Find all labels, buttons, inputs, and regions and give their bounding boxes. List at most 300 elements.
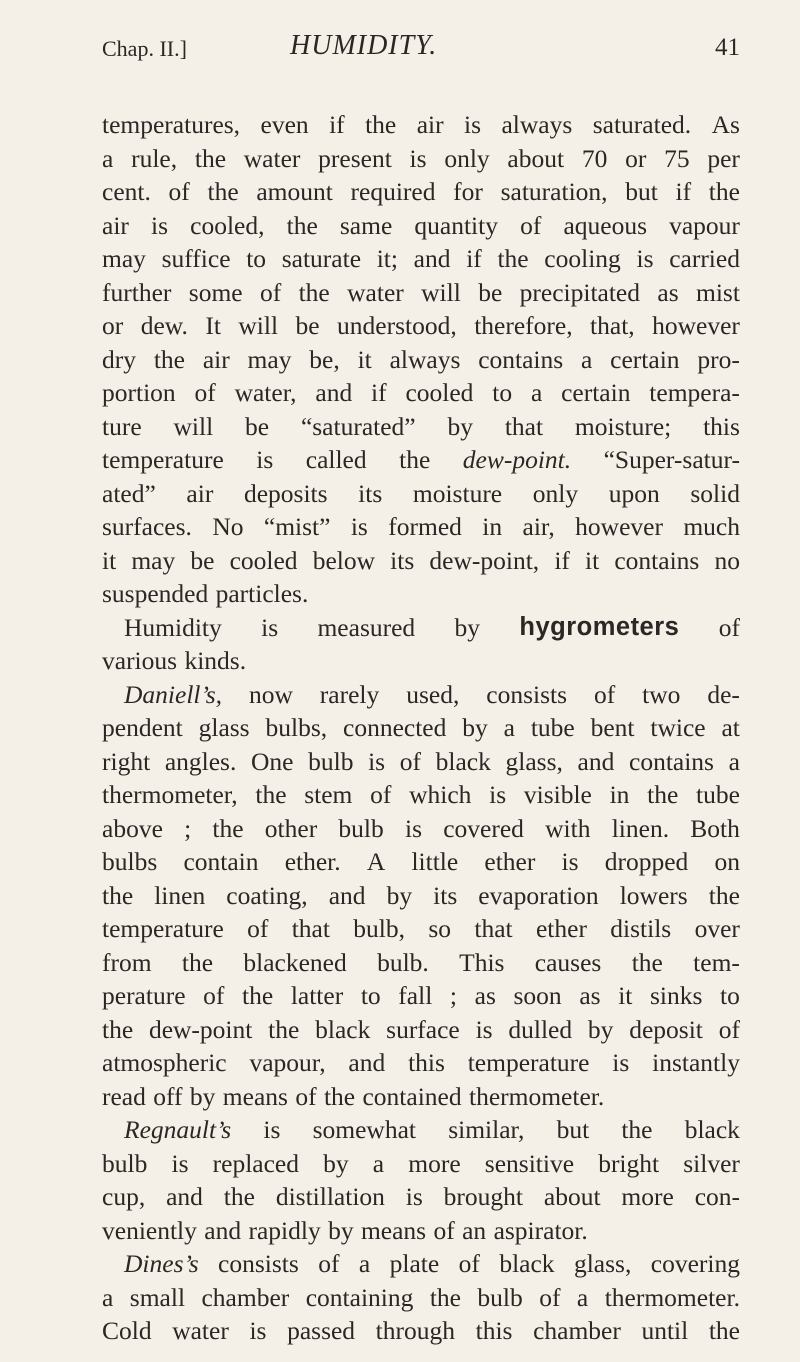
word: above bbox=[102, 813, 163, 843]
word: is bbox=[404, 813, 422, 843]
word: bulbs bbox=[102, 847, 158, 876]
word: certain bbox=[610, 344, 680, 374]
word: this bbox=[408, 1048, 445, 1077]
word: upon bbox=[608, 478, 660, 508]
word: is bbox=[561, 847, 579, 876]
word: lowers bbox=[619, 880, 688, 910]
word: by bbox=[386, 880, 413, 910]
word: vapour, bbox=[249, 1048, 326, 1077]
word: bulb, bbox=[353, 914, 406, 943]
word: the bbox=[207, 177, 239, 206]
word: the bbox=[708, 1316, 740, 1345]
word: is bbox=[249, 1316, 267, 1345]
word: black bbox=[315, 1014, 371, 1044]
word: it; bbox=[376, 244, 398, 273]
word: at bbox=[721, 713, 740, 742]
word: of bbox=[593, 679, 616, 709]
text-line bbox=[102, 678, 740, 712]
word: A bbox=[366, 847, 386, 876]
text-line bbox=[102, 1214, 740, 1248]
word: the bbox=[621, 1115, 653, 1144]
word: No bbox=[212, 512, 244, 541]
word: of bbox=[295, 1081, 324, 1111]
word: the bbox=[194, 143, 227, 173]
word: the bbox=[286, 210, 318, 240]
word: as bbox=[579, 981, 601, 1010]
word: aspirator. bbox=[493, 1215, 596, 1245]
word: contained bbox=[362, 1081, 469, 1111]
word: of bbox=[458, 1249, 480, 1278]
word: and bbox=[328, 880, 366, 910]
word: below bbox=[312, 545, 376, 575]
word: water bbox=[172, 1316, 229, 1345]
word: little bbox=[411, 847, 459, 876]
word: linen. bbox=[611, 813, 670, 843]
word: moisture; bbox=[574, 411, 672, 441]
word: glass bbox=[198, 713, 250, 742]
word: that, bbox=[590, 311, 635, 340]
word: dew-point. bbox=[462, 445, 572, 474]
text-line bbox=[102, 175, 740, 209]
word: consists bbox=[486, 679, 568, 709]
word: black bbox=[435, 746, 491, 776]
word: even bbox=[260, 110, 309, 139]
word: ether bbox=[484, 847, 536, 876]
word: rule, bbox=[131, 143, 178, 173]
word: contains bbox=[614, 545, 700, 575]
text-line bbox=[102, 410, 740, 444]
word: Daniell’s, bbox=[124, 679, 222, 709]
word: of bbox=[168, 177, 190, 206]
word: its bbox=[433, 880, 458, 910]
word: if bbox=[675, 177, 692, 206]
word: of bbox=[520, 210, 542, 240]
word: through bbox=[375, 1316, 455, 1345]
word: a bbox=[102, 143, 114, 173]
word: Humidity bbox=[124, 612, 222, 642]
word: it bbox=[618, 981, 633, 1010]
word: glass, bbox=[505, 746, 563, 776]
word: so bbox=[428, 914, 452, 943]
text-line bbox=[102, 477, 740, 511]
word: dew-point, bbox=[429, 545, 540, 575]
text-line bbox=[102, 845, 740, 879]
word: some bbox=[188, 277, 243, 307]
word: amount bbox=[256, 177, 333, 206]
word: to bbox=[492, 378, 513, 407]
word: bulb bbox=[308, 746, 354, 776]
word: a bbox=[102, 1282, 114, 1312]
word: water, bbox=[234, 378, 297, 407]
word: carried bbox=[669, 244, 740, 273]
text-line bbox=[102, 1147, 740, 1181]
word: and bbox=[166, 1182, 203, 1211]
word: of bbox=[718, 612, 740, 642]
word: by bbox=[447, 411, 473, 441]
word: per bbox=[707, 143, 740, 173]
word: consists bbox=[218, 1249, 299, 1278]
word: it bbox=[585, 545, 600, 575]
word: to bbox=[360, 981, 381, 1010]
word: that bbox=[504, 411, 544, 441]
word: may bbox=[102, 244, 146, 273]
word: is bbox=[350, 512, 368, 541]
word: is bbox=[636, 244, 654, 273]
word: of bbox=[399, 746, 421, 776]
word: the bbox=[631, 947, 663, 977]
word: used, bbox=[406, 679, 460, 709]
word: precipitated bbox=[519, 277, 640, 307]
word: by bbox=[328, 1215, 361, 1245]
word: suspended bbox=[102, 579, 216, 608]
text-line bbox=[102, 879, 740, 913]
word: two bbox=[642, 679, 681, 709]
word: Cold bbox=[102, 1316, 152, 1345]
text-line bbox=[102, 1281, 740, 1315]
word: but bbox=[625, 177, 658, 206]
word: is bbox=[368, 746, 386, 776]
word: further bbox=[102, 277, 172, 307]
word: however bbox=[652, 311, 740, 340]
word: air, bbox=[522, 512, 555, 541]
word: by bbox=[587, 1014, 614, 1044]
word: be bbox=[245, 411, 270, 441]
word: is bbox=[256, 445, 274, 474]
word: bright bbox=[598, 1148, 660, 1178]
text-line bbox=[102, 376, 740, 410]
word: is bbox=[612, 1048, 630, 1077]
word: veniently bbox=[102, 1215, 205, 1245]
word: a bbox=[503, 713, 515, 742]
word: evaporation bbox=[478, 880, 599, 910]
text-line bbox=[102, 443, 740, 477]
word: visible bbox=[523, 780, 592, 809]
word: certain bbox=[561, 378, 631, 407]
word: temperature bbox=[467, 1048, 590, 1077]
word: of bbox=[433, 1215, 463, 1245]
word: is bbox=[151, 210, 169, 240]
word: pro- bbox=[697, 344, 740, 374]
word: is bbox=[489, 780, 507, 809]
text-line bbox=[102, 108, 740, 142]
text-line bbox=[102, 343, 740, 377]
word: quantity bbox=[414, 210, 498, 240]
word: linen bbox=[154, 880, 206, 910]
word: and bbox=[348, 1048, 386, 1077]
word: of bbox=[259, 277, 282, 307]
word: various bbox=[102, 646, 185, 675]
word: As bbox=[711, 110, 740, 139]
word: rapidly bbox=[248, 1215, 329, 1245]
word: water bbox=[243, 143, 301, 173]
word: more bbox=[408, 1148, 461, 1178]
word: the bbox=[242, 981, 274, 1010]
word: air bbox=[416, 110, 444, 139]
text-line bbox=[102, 644, 740, 678]
body-text bbox=[102, 108, 740, 1348]
word: water bbox=[347, 277, 404, 307]
word: soon bbox=[513, 981, 562, 1010]
word: the bbox=[181, 947, 214, 977]
word: plate bbox=[389, 1249, 440, 1278]
word: coating, bbox=[226, 880, 308, 910]
word: dew-point bbox=[148, 1014, 253, 1044]
word: that bbox=[291, 914, 330, 943]
word: a bbox=[728, 746, 740, 776]
word: tube bbox=[530, 713, 575, 742]
word: tem- bbox=[693, 947, 740, 977]
word: about bbox=[507, 143, 565, 173]
word: is bbox=[405, 1182, 423, 1211]
word: de- bbox=[707, 679, 740, 709]
text-line bbox=[102, 276, 740, 310]
word: be bbox=[190, 545, 215, 575]
word: bulb bbox=[102, 1148, 148, 1178]
word: ether bbox=[535, 914, 587, 943]
word: required bbox=[350, 177, 436, 206]
word: its bbox=[390, 545, 415, 575]
word: pendent bbox=[102, 713, 183, 742]
word: by bbox=[454, 612, 481, 642]
word: somewhat bbox=[312, 1115, 416, 1144]
word: the bbox=[365, 110, 397, 139]
text-line bbox=[102, 611, 740, 645]
word: aqueous bbox=[563, 210, 647, 240]
page-number: 41 bbox=[715, 34, 740, 61]
word: sensitive bbox=[484, 1148, 575, 1178]
word: passed bbox=[287, 1316, 356, 1345]
text-line bbox=[102, 1113, 740, 1147]
word: black bbox=[684, 1115, 740, 1144]
word: ; bbox=[184, 813, 192, 843]
word: and bbox=[204, 1215, 249, 1245]
word: the bbox=[647, 780, 679, 809]
word: of bbox=[718, 1014, 740, 1044]
word: by bbox=[462, 713, 488, 742]
word: may bbox=[131, 545, 176, 575]
word: however bbox=[575, 512, 663, 541]
text-line bbox=[102, 778, 740, 812]
word: covering bbox=[650, 1249, 740, 1278]
word: cooled, bbox=[190, 210, 265, 240]
text-line bbox=[102, 946, 740, 980]
word: the bbox=[268, 1014, 300, 1044]
word: air bbox=[202, 344, 230, 374]
word: “mist” bbox=[263, 512, 331, 541]
word: atmospheric bbox=[102, 1048, 227, 1077]
word: portion bbox=[102, 378, 176, 407]
word: means bbox=[222, 1081, 296, 1111]
word: This bbox=[459, 947, 505, 977]
word: instantly bbox=[652, 1048, 740, 1077]
word: dulled bbox=[508, 1014, 573, 1044]
word: moisture bbox=[412, 478, 503, 508]
word: much bbox=[683, 512, 740, 541]
word: and bbox=[413, 244, 451, 273]
word: or bbox=[625, 143, 647, 173]
word: if bbox=[466, 244, 482, 273]
word: 70 bbox=[581, 143, 608, 173]
text-line bbox=[102, 1180, 740, 1214]
word: glass, bbox=[573, 1249, 632, 1278]
word: to bbox=[720, 981, 740, 1010]
word: that bbox=[474, 914, 513, 943]
word: similar, bbox=[448, 1115, 525, 1144]
word: more bbox=[621, 1182, 674, 1211]
word: to bbox=[246, 244, 267, 273]
word: solid bbox=[690, 478, 740, 508]
word: bent bbox=[590, 713, 635, 742]
word: the bbox=[212, 813, 244, 843]
word: the bbox=[223, 1182, 255, 1211]
word: but bbox=[556, 1115, 590, 1144]
word: chamber bbox=[533, 1316, 621, 1345]
word: ated” bbox=[102, 478, 156, 508]
word: the bbox=[255, 780, 287, 809]
word: surfaces. bbox=[102, 512, 192, 541]
word: now bbox=[248, 679, 293, 709]
word: will bbox=[238, 311, 279, 340]
word: contain bbox=[183, 847, 259, 876]
word: containing bbox=[305, 1282, 414, 1312]
word: Both bbox=[690, 813, 740, 843]
word: saturated. bbox=[592, 110, 692, 139]
word: be bbox=[478, 277, 503, 307]
word: be, bbox=[309, 344, 340, 374]
word: saturate bbox=[281, 244, 362, 273]
word: until bbox=[641, 1316, 689, 1345]
word: stem bbox=[304, 780, 353, 809]
word: deposits bbox=[243, 478, 328, 508]
word: a bbox=[358, 1249, 371, 1278]
word: rarely bbox=[319, 679, 380, 709]
word: bulb bbox=[477, 1282, 523, 1312]
word: a bbox=[576, 1282, 589, 1312]
word: dry bbox=[102, 344, 136, 374]
word: cup, bbox=[102, 1182, 146, 1211]
word: measured bbox=[317, 612, 416, 642]
text-line bbox=[102, 309, 740, 343]
text-line bbox=[102, 711, 740, 745]
word: cooled bbox=[229, 545, 298, 575]
word: hygrometers bbox=[519, 612, 680, 641]
text-line bbox=[102, 1080, 740, 1114]
word: temperatures, bbox=[102, 110, 241, 139]
word: bulb. bbox=[377, 947, 429, 977]
word: thermometer. bbox=[468, 1081, 612, 1111]
word: present bbox=[318, 143, 392, 173]
word: deposit bbox=[629, 1014, 703, 1044]
word: the bbox=[429, 1282, 461, 1312]
word: is bbox=[475, 1014, 493, 1044]
word: Regnault’s bbox=[124, 1115, 232, 1144]
word: only bbox=[532, 478, 579, 508]
text-line bbox=[102, 510, 740, 544]
text-line bbox=[102, 1013, 740, 1047]
word: silver bbox=[683, 1148, 740, 1178]
word: same bbox=[339, 210, 393, 240]
word: surface bbox=[386, 1014, 460, 1044]
word: about bbox=[543, 1182, 601, 1211]
word: of bbox=[247, 914, 269, 943]
word: connected bbox=[343, 713, 447, 742]
word: black bbox=[499, 1249, 555, 1278]
word: “saturated” bbox=[300, 411, 416, 441]
word: in bbox=[482, 512, 503, 541]
word: One bbox=[250, 746, 294, 776]
word: for bbox=[453, 177, 483, 206]
word: fall bbox=[398, 981, 433, 1010]
word: the bbox=[102, 1014, 134, 1044]
word: if bbox=[554, 545, 570, 575]
word: or bbox=[102, 311, 124, 340]
word: read bbox=[102, 1081, 154, 1111]
word: the bbox=[102, 880, 134, 910]
word: suffice bbox=[161, 244, 231, 273]
word: ; bbox=[449, 981, 457, 1010]
word: of bbox=[370, 780, 392, 809]
word: thermometer, bbox=[102, 780, 238, 809]
word: contains bbox=[478, 344, 564, 374]
word: twice bbox=[650, 713, 706, 742]
word: temperature bbox=[102, 914, 224, 943]
word: ture bbox=[102, 411, 142, 441]
page-header bbox=[102, 30, 740, 66]
word: cooling bbox=[544, 244, 621, 273]
word: understood, bbox=[337, 311, 457, 340]
word: and bbox=[315, 378, 353, 407]
word: vapour bbox=[669, 210, 740, 240]
word: a bbox=[581, 344, 593, 374]
word: as bbox=[474, 981, 496, 1010]
word: always bbox=[389, 344, 461, 374]
word: will bbox=[421, 277, 461, 307]
word: the bbox=[153, 344, 185, 374]
word: of bbox=[318, 1249, 340, 1278]
word: its bbox=[358, 478, 383, 508]
word: distils bbox=[610, 914, 672, 943]
text-line bbox=[102, 209, 740, 243]
word: may bbox=[247, 344, 292, 374]
word: thermometer. bbox=[604, 1282, 740, 1312]
word: temperature bbox=[102, 445, 224, 474]
word: tempera- bbox=[649, 378, 740, 407]
word: air bbox=[186, 478, 214, 508]
word: “Super-satur- bbox=[603, 445, 740, 474]
word: causes bbox=[534, 947, 602, 977]
text-line bbox=[102, 912, 740, 946]
word: small bbox=[129, 1282, 186, 1312]
word: is bbox=[464, 110, 482, 139]
word: perature bbox=[102, 981, 186, 1010]
word: the bbox=[323, 1081, 363, 1111]
word: this bbox=[475, 1316, 513, 1345]
word: it bbox=[102, 545, 117, 575]
word: off bbox=[153, 1081, 190, 1111]
running-title: HUMIDITY. bbox=[290, 30, 438, 61]
word: by bbox=[323, 1148, 349, 1178]
word: from bbox=[102, 947, 152, 977]
word: of bbox=[539, 1282, 561, 1312]
word: will bbox=[173, 411, 214, 441]
word: only bbox=[444, 143, 490, 173]
word: contains bbox=[629, 746, 714, 776]
word: dropped bbox=[604, 847, 689, 876]
text-line bbox=[102, 1046, 740, 1080]
word: blackened bbox=[243, 947, 347, 977]
word: it bbox=[357, 344, 372, 374]
word: be bbox=[295, 311, 320, 340]
